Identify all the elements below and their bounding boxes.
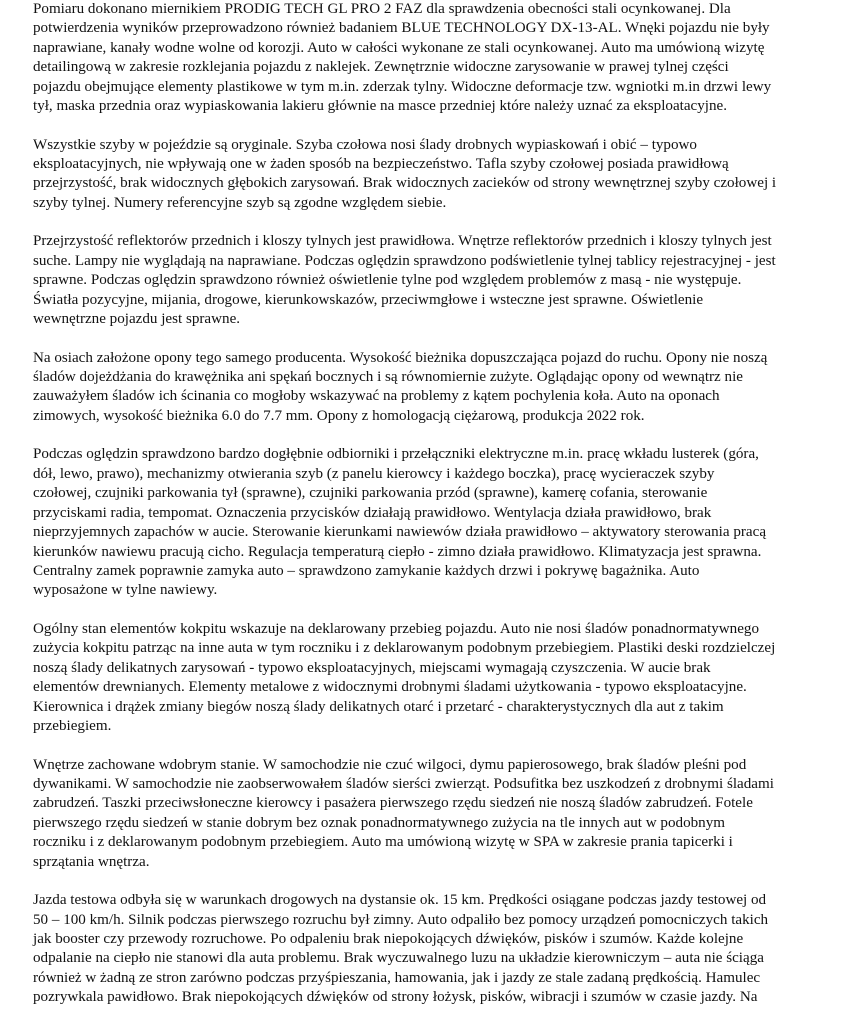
text-line: suche. Lampy nie wyglądają na naprawiane. Podczas oględzin sprawdzono podświetlenie tylnej tablicy rejestracyjnej - jest — [33, 252, 776, 269]
text-line: dół, lewo, prawo), mechanizmy otwierania szyb (z panelu kierowcy i każdego boczka), pracę wycieraczek szyby — [33, 465, 715, 482]
text-line: sprawne. Podczas oględzin sprawdzono również oświetlenie tylne pod względem problemów z masą - nie występuje. — [33, 272, 742, 289]
text-line: naprawiane, kanały wodne wolne od korozji. Auto w całości wykonane ze stali ocynkowanej. Auto ma umówioną wizytę — [33, 39, 765, 56]
text-line: sprzątania wnętrza. — [33, 853, 150, 870]
text-line: zabrudzeń. Taszki przeciwsłoneczne kierowcy i pasażera pierwszego rzędu siedzeń nie noszą śladów zabrudzeń. Fotele — [33, 795, 753, 812]
paragraph-3 — [33, 232, 833, 329]
text-line: Na osiach założone opony tego samego producenta. Wysokość bieżnika dopuszczająca pojazd do ruchu. Opony nie noszą — [33, 349, 768, 366]
text-line: potwierdzenia wyników przeprowadzono również badaniem BLUE TECHNOLOGY DX-13-AL. Wnęki pojazdu nie były — [33, 20, 770, 37]
text-line: noszą ślady delikatnych zarysowań - typowo eksploatacyjnych, miejscami wymagają czyszczenia. W aucie brak — [33, 659, 711, 676]
text-line: Wszystkie szyby w pojeździe są oryginale. Szyba czołowa nosi ślady drobnych wypiaskowań i obić – typowo — [33, 136, 697, 153]
text-line: przebiegiem. — [33, 717, 112, 734]
paragraph-1 — [33, 0, 833, 116]
document-page — [33, 0, 833, 1027]
text-line: pierwszego rzędu siedzeń w stanie dobrym bez oznak ponadnormatywnego zużycia na tle innych aut w podobnym — [33, 814, 725, 831]
text-line: zimowych, wysokość bieżnika 6.0 do 7.7 mm. Opony z homologacją ciężarową, produkcja 2022 rok. — [33, 407, 645, 424]
text-line: elementów drewnianych. Elementy metalowe z widocznymi drobnymi śladami użytkowania - typowo eksploatacyjne. — [33, 679, 747, 696]
text-line: odpalanie na ciepło nie stanowi dla auta problemu. Brak wyczuwalnego luzu na układzie kierowniczym – auta nie ściąga — [33, 950, 764, 967]
text-line: przyciskami radia, tempomat. Oznaczenia przycisków działają prawidłowo. Wentylacja działa prawidłowo, brak — [33, 504, 712, 521]
text-line: zauważyłem śladów ich ścinania co mogłoby wskazywać na problemy z kątem pochylenia koła. Auto na oponach — [33, 388, 720, 405]
paragraph-2 — [33, 136, 833, 214]
text-line: Ogólny stan elementów kokpitu wskazuje na deklarowany przebieg pojazdu. Auto nie nosi śladów ponadnormatywnego — [33, 620, 760, 637]
paragraph-6 — [33, 620, 833, 736]
text-line: dywanikami. W samochodzie nie zaobserwowałem śladów sierści zwierząt. Podsufitka bez uszkodzeń z drobnymi śladami — [33, 775, 774, 792]
text-line: pojazdu obejmujące elementy plastikowe w tym m.in. zderzak tylny. Widoczne deformacje tzw. wgniotki m.in drzwi lewy — [33, 78, 772, 95]
text-line: detailingową w zakresie rozklejania pojazdu z naklejek. Zewnętrznie widoczne zarysowanie w prawej tylnej części — [33, 59, 729, 76]
text-line: nieprzyjemnych zapachów w aucie. Sterowanie kierunkami nawiewów działa prawidłowo – aktywatory sterowania pracą — [33, 524, 767, 541]
text-line: roczniku i z deklarowanym podobnym przebiegiem. Auto ma umówioną wizytę w SPA w zakresie prania tapicerki i — [33, 834, 733, 851]
text-line: wewnętrzne pojazdu jest sprawne. — [33, 311, 241, 328]
text-line: czołowej, czujniki parkowania tył (sprawne), czujniki parkowania przód (sprawne), kamerę cofania, sterowanie — [33, 485, 708, 502]
text-line: pozrywkala pawidłowo. Brak niepokojących dźwięków od strony łożysk, pisków, wibracji i szumów w czasie jazdy. Na — [33, 989, 758, 1006]
text-line: przejrzystość, brak widocznych głębokich zarysowań. Brak widocznych zacieków od strony wewnętrznej szyby czołowej i — [33, 175, 777, 192]
paragraph-5 — [33, 445, 833, 600]
paragraph-8 — [33, 891, 833, 1007]
text-line: kierunków nawiewu pracują cicho. Regulacja temperaturą ciepło - zimno działa prawidłowo. Klimatyzacja jest sprawna. — [33, 543, 762, 560]
text-line: Centralny zamek poprawnie zamyka auto – sprawdzono zamykanie każdych drzwi i pokrywę bagażnika. Auto — [33, 562, 700, 579]
text-line: Jazda testowa odbyła się w warunkach drogowych na dystansie ok. 15 km. Prędkości osiągane podczas jazdy testowej od — [33, 892, 767, 909]
text-line: Podczas oględzin sprawdzono bardzo dogłębnie odbiorniki i przełączniki elektryczne m.in. pracę wkładu lusterek (góra, — [33, 446, 759, 463]
text-line: szyby tylnej. Numery referencyjne szyb są zgodne względem siebie. — [33, 194, 447, 211]
text-line: Światła pozycyjne, mijania, drogowe, kierunkowskazów, przeciwmgłowe i wsteczne jest sprawne. Oświetlenie — [33, 291, 704, 308]
text-line: również w żadną ze stron zarówno podczas przyśpieszania, hamowania, jak i jazdy ze stale zadaną prędkością. Hamulec — [33, 969, 761, 986]
text-line: Wnętrze zachowane wdobrym stanie. W samochodzie nie czuć wilgoci, dymu papierosowego, brak śladów pleśni pod — [33, 756, 747, 773]
text-line: jak booster czy przewody rozruchowe. Po odpaleniu brak niepokojących dźwięków, pisków i szumów. Każde kolejne — [33, 930, 744, 947]
paragraph-4 — [33, 349, 833, 427]
text-line: Pomiaru dokonano miernikiem PRODIG TECH GL PRO 2 FAZ dla sprawdzenia obecności stali ocynkowanej. Dla — [33, 1, 731, 17]
text-line: eksploatacyjnych, nie wpływają one w żaden sposób na bezpieczeństwo. Tafla szyby czołowej posiada prawidłową — [33, 156, 729, 173]
text-line: wyposażone w tylne nawiewy. — [33, 582, 218, 599]
text-line: 50 – 100 km/h. Silnik podczas pierwszego rozruchu był zimny. Auto odpaliło bez pomocy urządzeń pomocniczych takich — [33, 911, 769, 928]
text-line: śladów dojeżdżania do krawężnika ani spękań bocznych i są równomiernie zużyte. Oglądając opony od wewnątrz nie — [33, 369, 743, 386]
text-line: zużycia kokpitu patrząc na inne auta w tym roczniku i z deklarowanym podobnym przebiegiem. Plastiki deski rozdzielczej — [33, 640, 776, 657]
paragraph-7 — [33, 756, 833, 872]
text-line: Kierownica i drążek zmiany biegów noszą ślady delikatnych otarć i przetarć - charakterystycznych dla aut z takim — [33, 698, 724, 715]
text-line: tył, maska przednia oraz wypiaskowania lakieru głównie na masce przedniej które należy uznać za eksploatacyjne. — [33, 98, 728, 115]
text-line: Przejrzystość reflektorów przednich i kloszy tylnych jest prawidłowa. Wnętrze reflektorów przednich i kloszy tylnych jest — [33, 233, 772, 250]
